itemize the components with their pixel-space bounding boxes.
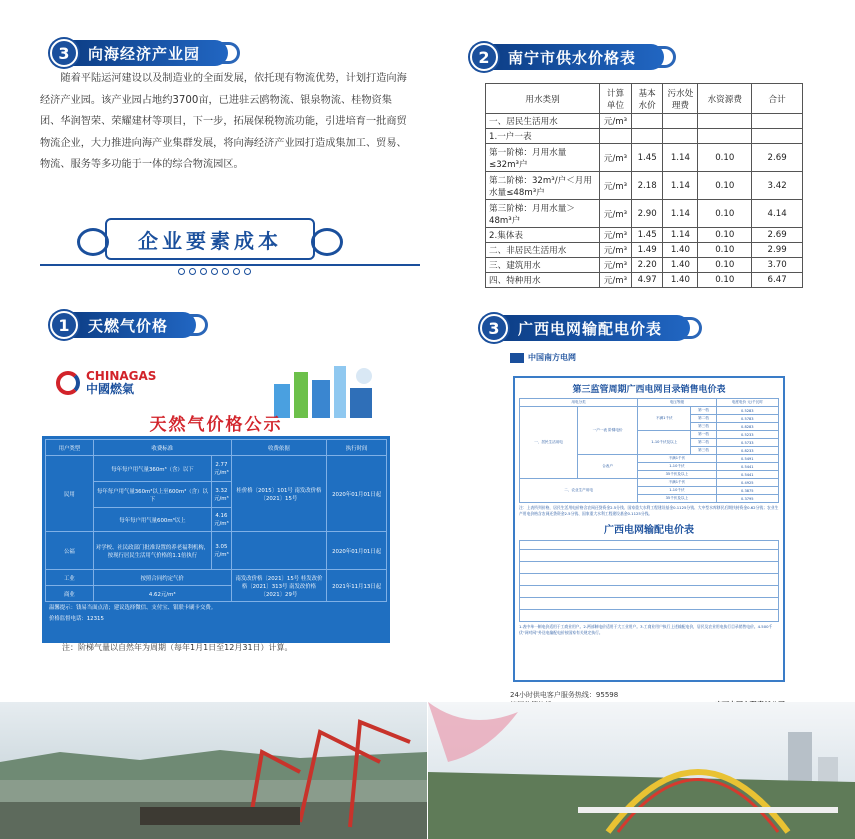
cell-base: 1.45: [631, 228, 663, 243]
residential-label: 民用: [46, 456, 94, 532]
th-category: 用水类别: [486, 84, 600, 114]
th-standard: 收费标准: [93, 440, 231, 456]
cell-base: [631, 114, 663, 129]
gas-footnote: 注：阶梯气量以自然年为周期（每年1月1日至12月31日）计算。: [62, 643, 293, 652]
price: 0.5783: [716, 415, 778, 423]
th-total: 合计: [752, 84, 803, 114]
section-number: 3: [480, 314, 508, 342]
tier: 第二档: [691, 415, 716, 423]
section-title-text: 天燃气价格: [68, 312, 196, 338]
tier: 第三档: [691, 447, 716, 455]
voltage-1kv: 不满1千伏: [638, 407, 691, 431]
cell-sewage: 1.40: [663, 258, 698, 273]
chinagas-logo: [56, 370, 156, 396]
cell-unit: 元/m³: [600, 114, 632, 129]
gas-price-poster: [42, 358, 390, 643]
cell-resource: 0.10: [698, 258, 752, 273]
cell-resource: 0.10: [698, 273, 752, 288]
th-unit: 计算单位: [600, 84, 632, 114]
th-price: 电度电价 元/千瓦时: [716, 399, 778, 407]
table-row: [486, 114, 803, 129]
cell-total: [752, 129, 803, 144]
cell-unit: 元/m³: [600, 172, 632, 200]
cell-unit: 元/m³: [600, 243, 632, 258]
tier: 第二档: [691, 439, 716, 447]
table-row: [486, 129, 803, 144]
power-note-2: 1.表中单一制电价适用于工商业用户。2.两部制电价适用于大工业用户。3.工商业用户执行上述输配电价，居民及农业用电执行目录销售电价。4.500千伏“网对网”外送电输配电价按国家有关规定执行。: [519, 624, 773, 635]
csg-logo-text: 中国南方电网: [528, 353, 576, 362]
cell-category: 1.一户一表: [486, 129, 600, 144]
cell-total: 3.42: [752, 172, 803, 200]
cell-sewage: 1.40: [663, 273, 698, 288]
industrial-park-paragraph: 随着平陆运河建设以及制造业的全面发展，依托现有物流优势，计划打造向海经济产业园。该产业园占地约3700亩，已进驻云鸥物流、银泉物流、桂物资集团、华润智荣、荣耀建材等项目，下一步，拓展保税物流功能，引进培育一批商贸物流企业，大力推进向海产业集群发展，将向海经济产业园打造成集加工、贸易、物流、服务等多功能于一体的综合物流园区。: [40, 73, 407, 170]
sales-price-table: [519, 398, 779, 503]
logo-en: CHINAGAS: [86, 369, 157, 383]
arch-bridge-image: [428, 702, 855, 839]
cell-sewage: [663, 114, 698, 129]
cell-base: 2.20: [631, 258, 663, 273]
res-std-2: 每年每户用气量360m³以上至600m³（含）以下: [93, 482, 211, 508]
res-time: 2020年01月01日起: [327, 456, 387, 532]
cell-base: 4.97: [631, 273, 663, 288]
cell-total: 4.14: [752, 200, 803, 228]
power-price-poster: [510, 352, 785, 699]
industry-label: 工业: [46, 570, 94, 586]
section-title-industrial-park: [50, 38, 240, 68]
cell-resource: 0.10: [698, 144, 752, 172]
cell-total: 2.69: [752, 144, 803, 172]
section-title-text: 向海经济产业园: [68, 40, 228, 66]
cell-sewage: 1.14: [663, 228, 698, 243]
cell-total: 6.47: [752, 273, 803, 288]
price: 0.5283: [716, 407, 778, 415]
cell-category: 第三阶梯：月用水量＞48m³户: [486, 200, 600, 228]
th-basis: 收费依据: [231, 440, 326, 456]
price: 0.8233: [716, 447, 778, 455]
voltage: 1-10千伏: [638, 487, 716, 495]
price: 0.3875: [716, 487, 778, 495]
chinagas-logo-icon: [56, 371, 80, 395]
bridge-photo: [428, 702, 855, 839]
res-price-3: 4.16元/m³: [212, 508, 232, 532]
industry-time: 2021年11月13日起: [327, 570, 387, 602]
cell-category: 四、特种用水: [486, 273, 600, 288]
banner-divider: [40, 264, 420, 266]
cell-resource: 0.10: [698, 200, 752, 228]
cell-sewage: [663, 129, 698, 144]
transmission-table: [519, 540, 779, 622]
cell-unit: [600, 129, 632, 144]
th-base: 基本水价: [631, 84, 663, 114]
price: 0.8283: [716, 423, 778, 431]
tier: 第三档: [691, 423, 716, 431]
power-tables-frame: [513, 376, 785, 682]
transmission-table-title: 广西电网输配电价表: [604, 525, 694, 536]
table-row: [486, 273, 803, 288]
cell-total: 2.99: [752, 243, 803, 258]
scroll-ornament-icon: [658, 46, 676, 68]
cell-base: [631, 129, 663, 144]
scroll-ornament-icon: [684, 317, 702, 339]
cell-base: 2.90: [631, 200, 663, 228]
public-std: 对学校、社民政部门批准设置的养老福利机构，按现行居民生活用气价格的1.1倍执行: [93, 532, 211, 570]
tier: 第一档: [691, 407, 716, 415]
cat-agriculture: 二、农业生产用电: [520, 479, 638, 503]
cell-base: 1.49: [631, 243, 663, 258]
section-title-text: 南宁市供水价格表: [488, 44, 664, 70]
section-title-water-price: [470, 42, 676, 72]
cell-total: 2.69: [752, 228, 803, 243]
port-photo: [0, 702, 427, 839]
cell-unit: 元/m³: [600, 200, 632, 228]
table-row: [486, 144, 803, 172]
section-title-gas-price: [50, 310, 208, 340]
table-row: [486, 243, 803, 258]
public-time: 2020年01月01日起: [327, 532, 387, 570]
cell-resource: 0.10: [698, 172, 752, 200]
industry-std: 按照合同约定气价: [93, 570, 231, 586]
price: 0.4925: [716, 479, 778, 487]
th-resource: 水资源费: [698, 84, 752, 114]
water-price-table: [485, 83, 803, 288]
section-number: 2: [470, 43, 498, 71]
price: 0.5233: [716, 431, 778, 439]
voltage: 不满1千伏: [638, 479, 716, 487]
csg-logo-icon: [510, 353, 524, 363]
cell-resource: [698, 129, 752, 144]
section-title-power-price: [480, 313, 702, 343]
res-price-1: 2.77元/m³: [212, 456, 232, 482]
cell-sewage: 1.40: [663, 243, 698, 258]
cell-category: 第二阶梯：32m³/户＜月用水量≤48m³户: [486, 172, 600, 200]
gas-note-2: 价格监督电话：12315: [49, 616, 104, 622]
th-sewage: 污水处理费: [663, 84, 698, 114]
voltage: 1-10千伏: [638, 463, 716, 471]
cell-sewage: 1.14: [663, 172, 698, 200]
price: 0.3795: [716, 495, 778, 503]
cell-unit: 元/m³: [600, 273, 632, 288]
cell-total: [752, 114, 803, 129]
res-basis: 桂价格〔2015〕101号 南发改价格〔2021〕15号: [231, 456, 326, 532]
commerce-label: 商业: [46, 586, 94, 602]
table-row: [486, 172, 803, 200]
price: 0.5441: [716, 471, 778, 479]
cell-base: 2.18: [631, 172, 663, 200]
cell-total: 3.70: [752, 258, 803, 273]
public-basis-empty: [231, 532, 326, 570]
cell-base: 1.45: [631, 144, 663, 172]
cell-unit: 元/m³: [600, 228, 632, 243]
price: 0.5491: [716, 455, 778, 463]
csg-logo: [510, 352, 785, 363]
section-title-text: 广西电网输配电价表: [498, 315, 690, 341]
hotline: 24小时供电客户服务热线：95598: [510, 691, 619, 699]
th-voltage: 电压等级: [638, 399, 716, 407]
banner-dots: [178, 268, 251, 275]
power-table-title: 第三监管周期广西电网目录销售电价表: [572, 385, 726, 395]
scroll-ornament-icon: [222, 42, 240, 64]
gas-note-1: 温馨提示：钱易当面点清；建议选择微信、支付宝、银联卡刷卡交费。: [49, 605, 217, 611]
cell-category: 三、建筑用水: [486, 258, 600, 273]
res-std-1: 每年每户用气量360m³（含）以下: [93, 456, 211, 482]
sub-collect: 合表户: [578, 455, 638, 479]
th-user-type: 用户类型: [46, 440, 94, 456]
gas-price-table: [42, 436, 390, 643]
th-time: 执行时间: [327, 440, 387, 456]
scroll-ornament-icon: [190, 314, 208, 336]
voltage: 35千伏及以上: [638, 471, 716, 479]
public-label: 公福: [46, 532, 94, 570]
th-category: 用电分类: [520, 399, 638, 407]
price: 0.5441: [716, 463, 778, 471]
table-row: [486, 200, 803, 228]
cell-resource: 0.10: [698, 228, 752, 243]
cell-category: 2.集体表: [486, 228, 600, 243]
cell-sewage: 1.14: [663, 144, 698, 172]
gas-poster-title: 天然气价格公示: [149, 415, 283, 435]
public-price: 3.05元/m³: [212, 532, 232, 570]
voltage: 不满1千伏: [638, 455, 716, 463]
cell-category: 第一阶梯：月用水量≤32m³户: [486, 144, 600, 172]
cell-unit: 元/m³: [600, 144, 632, 172]
cell-resource: 0.10: [698, 243, 752, 258]
commerce-price: 4.62元/m³: [93, 586, 231, 602]
section-number: 1: [50, 311, 78, 339]
res-price-2: 3.32元/m³: [212, 482, 232, 508]
enterprise-cost-banner: 企业要素成本: [105, 218, 315, 260]
table-row: [486, 228, 803, 243]
sub-onehouse: 一户一表 阶梯电价: [578, 407, 638, 455]
cell-resource: [698, 114, 752, 129]
section-number: 3: [50, 39, 78, 67]
industry-basis: 南发改价格〔2021〕15号 桂发改价格〔2021〕313号 南发改价格〔2021〕29号: [231, 570, 326, 602]
logo-cn: 中國燃氣: [86, 382, 135, 396]
cell-sewage: 1.14: [663, 200, 698, 228]
cell-category: 一、居民生活用水: [486, 114, 600, 129]
cell-unit: 元/m³: [600, 258, 632, 273]
voltage-10kv: 1-10千伏及以上: [638, 431, 691, 455]
cell-category: 二、非居民生活用水: [486, 243, 600, 258]
voltage: 35千伏及以上: [638, 495, 716, 503]
port-cranes-image: [0, 702, 427, 839]
power-note-1: 注：上表所列价格，居民生活用电价格含农网还贷资金2.5分钱、国家重大水利工程建设基金0.1125分钱、大中型水库移民后期扶持资金0.62分钱；农业生产用电价格含农网还贷资金2.5分钱、国家重大水利工程建设基金0.1125分钱。: [519, 505, 779, 516]
tier: 第一档: [691, 431, 716, 439]
cat-residential: 一、居民生活用电: [520, 407, 578, 479]
table-row: [486, 258, 803, 273]
price: 0.5733: [716, 439, 778, 447]
res-std-3: 每年每户用气量600m³以上: [93, 508, 211, 532]
